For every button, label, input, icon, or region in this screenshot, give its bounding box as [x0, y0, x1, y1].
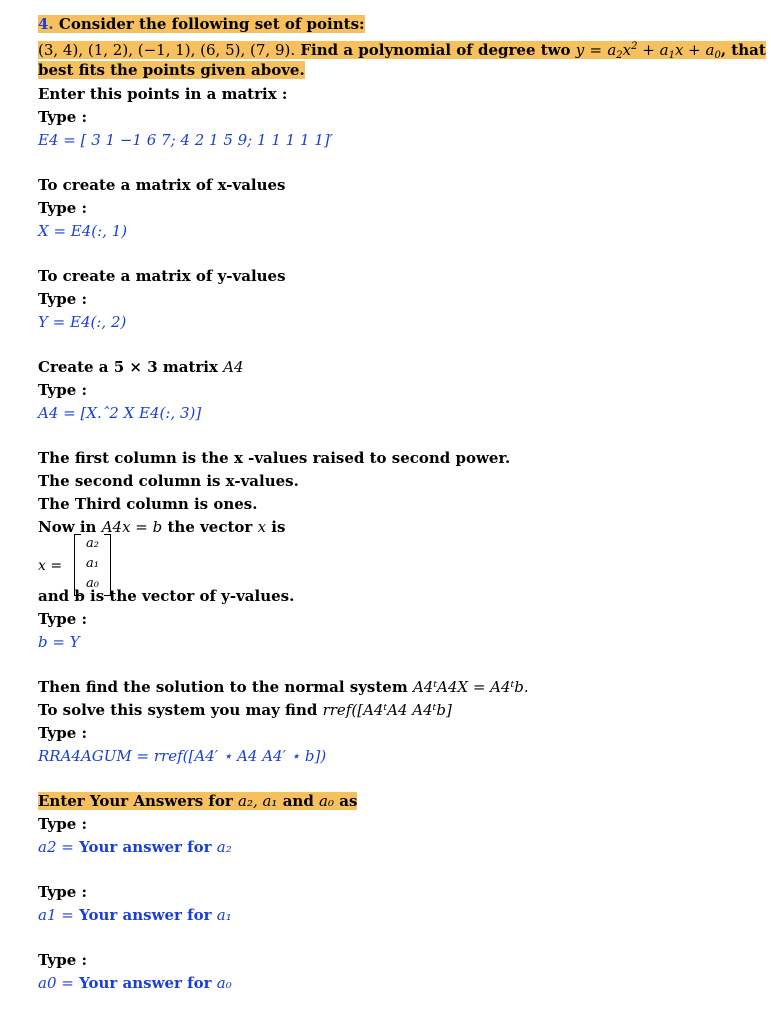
step2-text: To create a matrix of x-values — [38, 176, 286, 194]
answers-header-text: Enter Your Answers for — [38, 792, 233, 810]
step3-type: Type : — [38, 290, 88, 308]
step5-line1 — [38, 677, 529, 697]
explain-x: x — [257, 518, 267, 536]
answer1-var: a₂ — [216, 838, 232, 856]
step5-line2 — [38, 700, 452, 720]
problem-number: 4. — [38, 15, 54, 33]
explain-equation: A4x = b — [101, 518, 163, 536]
answer1-line[interactable] — [38, 837, 232, 857]
answer3-lhs: a0 = — [38, 974, 74, 992]
answer2-type: Type : — [38, 883, 88, 901]
step3-text: To create a matrix of y-values — [38, 267, 286, 285]
problem-that: that — [731, 41, 766, 59]
answer2-text: Your answer for — [79, 906, 212, 924]
step1-text: Enter this points in a matrix : — [38, 85, 288, 103]
answer2-lhs: a1 = — [38, 906, 74, 924]
problem-intro: Consider the following set of points: — [58, 15, 365, 33]
problem-find: Find a polynomial of degree two — [300, 41, 571, 59]
explain-type: Type : — [38, 610, 88, 628]
explain-code: b = Y — [38, 633, 80, 651]
answer3-var: a₀ — [216, 974, 232, 992]
explain-line3: The Third column is ones. — [38, 495, 258, 513]
answers-header-line — [38, 791, 357, 811]
step4-line — [38, 357, 244, 377]
step2-code: X = E4(:, 1) — [38, 222, 128, 240]
explain-line2: The second column is x-values. — [38, 472, 299, 490]
matrix-entry-a2: a₂ — [86, 536, 99, 551]
problem-points: (3, 4), (1, 2), (−1, 1), (6, 5), (7, 9). — [38, 41, 296, 59]
explain-line1: The first column is the x -values raised to second power. — [38, 449, 511, 467]
problem-intro-line — [38, 14, 365, 34]
step5-code: RRA4AGUM = rref([A4′ ⋆ A4 A4′ ⋆ b]) — [38, 747, 327, 765]
explain-now-in: Now in — [38, 518, 97, 536]
step4-code: A4 = [X.ˆ2 X E4(:, 3)] — [38, 404, 202, 422]
poly-expression: $a_2x^2 + a_1x + a_0$ — [607, 41, 721, 61]
answer2-var: a₁ — [216, 906, 232, 924]
answer2-line[interactable] — [38, 905, 232, 925]
step4-matrix-name: A4 — [223, 358, 244, 376]
poly-eq: = — [589, 41, 603, 59]
answers-header-and: and — [282, 792, 314, 810]
answer1-text: Your answer for — [79, 838, 212, 856]
poly-a: a — [607, 41, 617, 59]
step5-equation: A4ᵗA4X = A4ᵗb. — [412, 678, 529, 696]
problem-points-line: (3, 4), (1, 2), (−1, 1), (6, 5), (7, 9). Find a polynomial of degree two $y = a_2x^2 + a_1x + a_0$, that — [38, 41, 766, 61]
step1-type: Type : — [38, 108, 88, 126]
answer1-lhs: a2 = — [38, 838, 74, 856]
explain-line5: and b is the vector of y-values. — [38, 587, 295, 605]
explain-the-vector: the vector — [167, 518, 253, 536]
problem-bestfit-line — [38, 60, 305, 80]
step4-text: Create a 5 × 3 matrix — [38, 358, 218, 376]
step4-type: Type : — [38, 381, 88, 399]
answers-header-as: as — [339, 792, 358, 810]
answer3-type: Type : — [38, 951, 88, 969]
step5-text-a: Then find the solution to the normal system — [38, 678, 408, 696]
poly-y: y — [575, 41, 585, 59]
matrix-entry-a0: a₀ — [86, 576, 99, 591]
step5-type: Type : — [38, 724, 88, 742]
explain-is: is — [271, 518, 286, 536]
matrix-entry-a1: a₁ — [86, 556, 99, 571]
problem-bestfit: best fits the points given above. — [38, 61, 305, 79]
answers-header-vars: a₂, a₁ — [238, 792, 278, 810]
step3-code: Y = E4(:, 2) — [38, 313, 127, 331]
matrix-lhs: x = — [38, 558, 63, 574]
step5-rref: rref([A4ᵗA4 A4ᵗb] — [322, 701, 452, 719]
step1-code: E4 = [ 3 1 −1 6 7; 4 2 1 5 9; 1 1 1 1 1]′ — [38, 131, 334, 149]
answer3-text: Your answer for — [79, 974, 212, 992]
answer3-line[interactable] — [38, 973, 232, 993]
answer1-type: Type : — [38, 815, 88, 833]
answers-header-a0: a₀ — [319, 792, 335, 810]
step5-text-b: To solve this system you may find — [38, 701, 318, 719]
step2-type: Type : — [38, 199, 88, 217]
